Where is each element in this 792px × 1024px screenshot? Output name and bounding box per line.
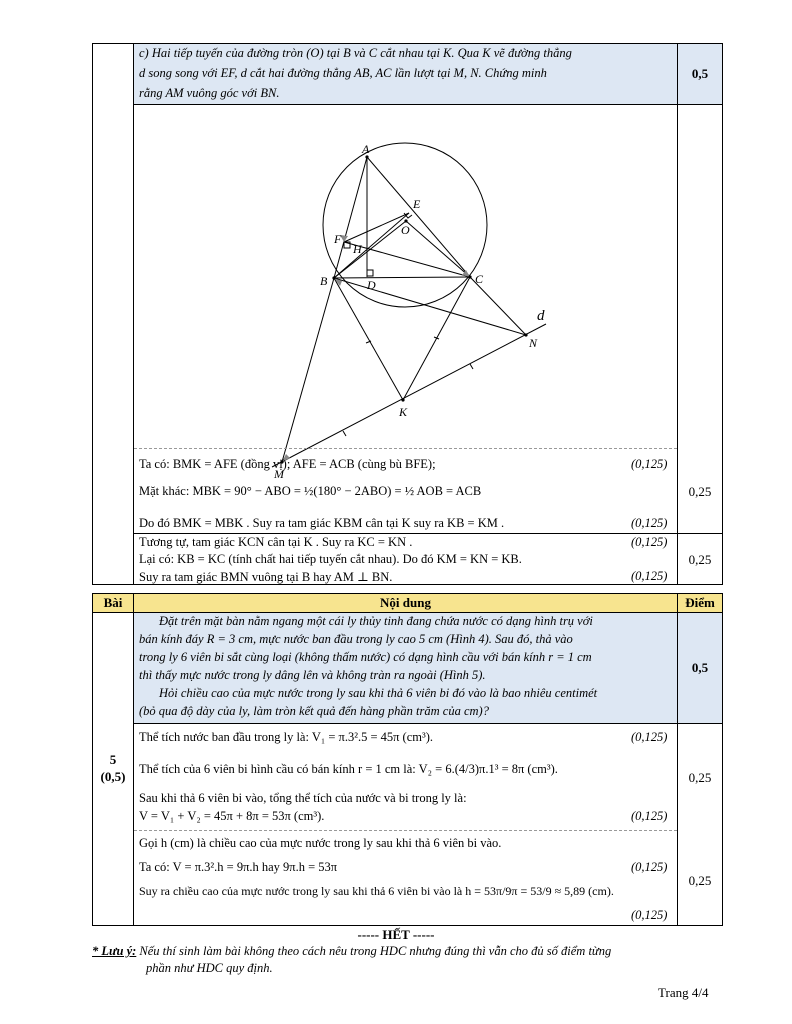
q5-b2-l2: Ta có: V = π.3².h = 9π.h hay 9π.h = 53π xyxy=(139,860,338,874)
header-bai: Bài xyxy=(103,595,123,610)
label-o: O xyxy=(401,223,410,237)
end-marker: ----- HẾT ----- xyxy=(357,927,435,942)
label-h: H xyxy=(353,242,362,256)
q4c-b1-l3-pts: (0,125) xyxy=(631,516,668,530)
note-line-2: phần như HDC quy định. xyxy=(146,961,273,975)
q5-points: (0,5) xyxy=(100,769,126,784)
q4c-prompt-line: d song song với EF, d cắt hai đường thẳng AB, AC lần lượt tại M, N. Chứng minh xyxy=(139,66,547,80)
q4c-b1-l2: Mặt khác: MBK = 90° − ABO = ½(180° − 2ABO) = ½ AOB = ACB xyxy=(139,484,482,498)
note xyxy=(92,944,732,959)
q5-b1-l2: Thể tích của 6 viên bi hình cầu có bán kính r = 1 cm là: V₂ = 6.(4/3)π.1³ = 8π (cm³). xyxy=(139,762,558,776)
q5-number: 5 xyxy=(109,752,117,767)
q5-b1-l3: Sau khi thả 6 viên bi vào, tổng thể tích của nước và bi trong ly là: xyxy=(139,791,467,805)
q4c-b2-l3: Suy ra tam giác BMN vuông tại B hay AM ⊥ BN. xyxy=(139,570,393,584)
header-diem: Điểm xyxy=(685,595,715,610)
q4c-b2-l1: Tương tự, tam giác KCN cân tại K . Suy ra KC = KN . xyxy=(139,535,413,549)
q4c-b1-l1: Ta có: BMK = AFE (đồng vị); AFE = ACB (cùng bù BFE); xyxy=(139,457,436,471)
label-c: C xyxy=(475,272,484,286)
q4c-prompt-line: c) Hai tiếp tuyến của đường tròn (O) tại B và C cắt nhau tại K. Qua K vẽ đường thẳng xyxy=(139,46,572,60)
q4c-b1-l1-pts: (0,125) xyxy=(631,457,668,471)
q5-b2-l2-pts: (0,125) xyxy=(631,860,668,874)
q5-b1-l1-pts: (0,125) xyxy=(631,730,668,744)
label-e: E xyxy=(413,197,421,211)
label-d-line: d xyxy=(537,308,545,324)
note-label: * Lưu ý: xyxy=(92,944,137,958)
q4c-prompt-score: 0,5 xyxy=(691,66,709,81)
q4c-b1-score: 0,25 xyxy=(688,484,712,499)
label-d-point: D xyxy=(367,278,376,292)
label-a: A xyxy=(362,142,370,156)
geometry-figure xyxy=(134,105,677,491)
q5-b2-l1: Gọi h (cm) là chiều cao của mực nước trong ly sau khi thả 6 viên bi vào. xyxy=(139,836,502,850)
q4c-b1-l3: Do đó BMK = MBK . Suy ra tam giác KBM cân tại K suy ra KB = KM . xyxy=(139,516,505,530)
q4c-table xyxy=(92,43,723,585)
label-n: N xyxy=(529,336,538,350)
q4c-b2-l3-pts: (0,125) xyxy=(631,569,668,583)
q4c-b2-l2: Lại có: KB = KC (tính chất hai tiếp tuyến cắt nhau). Do đó KM = KN = KB. xyxy=(139,552,522,566)
q5-b1-score: 0,25 xyxy=(688,770,712,785)
note-line-1: Nếu thí sinh làm bài không theo cách nêu trong HDC nhưng đúng thì vẫn cho đủ số điểm từng xyxy=(139,944,612,958)
q5-prompt-score: 0,5 xyxy=(691,660,709,675)
label-k: K xyxy=(399,405,408,419)
q5-prompt-line: Hỏi chiều cao của mực nước trong ly sau khi thả 6 viên bi đó vào là bao nhiêu centimét xyxy=(159,686,598,700)
q4c-b2-l1-pts: (0,125) xyxy=(631,535,668,549)
q5-b2-score: 0,25 xyxy=(688,873,712,888)
header-noi-dung: Nội dung xyxy=(380,595,431,610)
label-m: M xyxy=(274,467,284,481)
q5-b2-l3-pts: (0,125) xyxy=(631,908,668,922)
q5-prompt-line: Đặt trên mặt bàn nằm ngang một cái ly thủy tinh đang chứa nước có dạng hình trụ với xyxy=(159,614,593,628)
q5-b1-l4: V = V₁ + V₂ = 45π + 8π = 53π (cm³). xyxy=(139,809,325,823)
q5-b1-l4-pts: (0,125) xyxy=(631,809,668,823)
q5-prompt-line: bán kính đáy R = 3 cm, mực nước ban đầu trong ly cao 5 cm (Hình 4). Sau đó, thả vào xyxy=(139,632,573,646)
label-f: F xyxy=(334,232,342,246)
q5-prompt-line: thì thấy mực nước trong ly dâng lên và không tràn ra ngoài (Hình 5). xyxy=(139,668,486,682)
q5-prompt-line: (bỏ qua độ dày của ly, làm tròn kết quả đến hàng phần trăm của cm)? xyxy=(139,704,489,718)
q5-prompt-line: trong ly 6 viên bi sắt cùng loại (không thấm nước) có dạng hình cầu với bán kính r = 1 cm xyxy=(139,650,592,664)
q4c-prompt-line: rằng AM vuông góc với BN. xyxy=(139,86,280,100)
page-number: Trang 4/4 xyxy=(658,985,709,1000)
label-b: B xyxy=(320,274,328,288)
q5-b1-l1: Thể tích nước ban đầu trong ly là: V₁ = π.3².5 = 45π (cm³). xyxy=(139,730,434,744)
q5-b2-l3: Suy ra chiều cao của mực nước trong ly sau khi thả 6 viên bi vào là h = 53π/9π = 53/9 ≈ 5,89 (cm). xyxy=(139,884,614,898)
q4c-b2-score: 0,25 xyxy=(688,552,712,567)
q5-table xyxy=(92,593,723,926)
